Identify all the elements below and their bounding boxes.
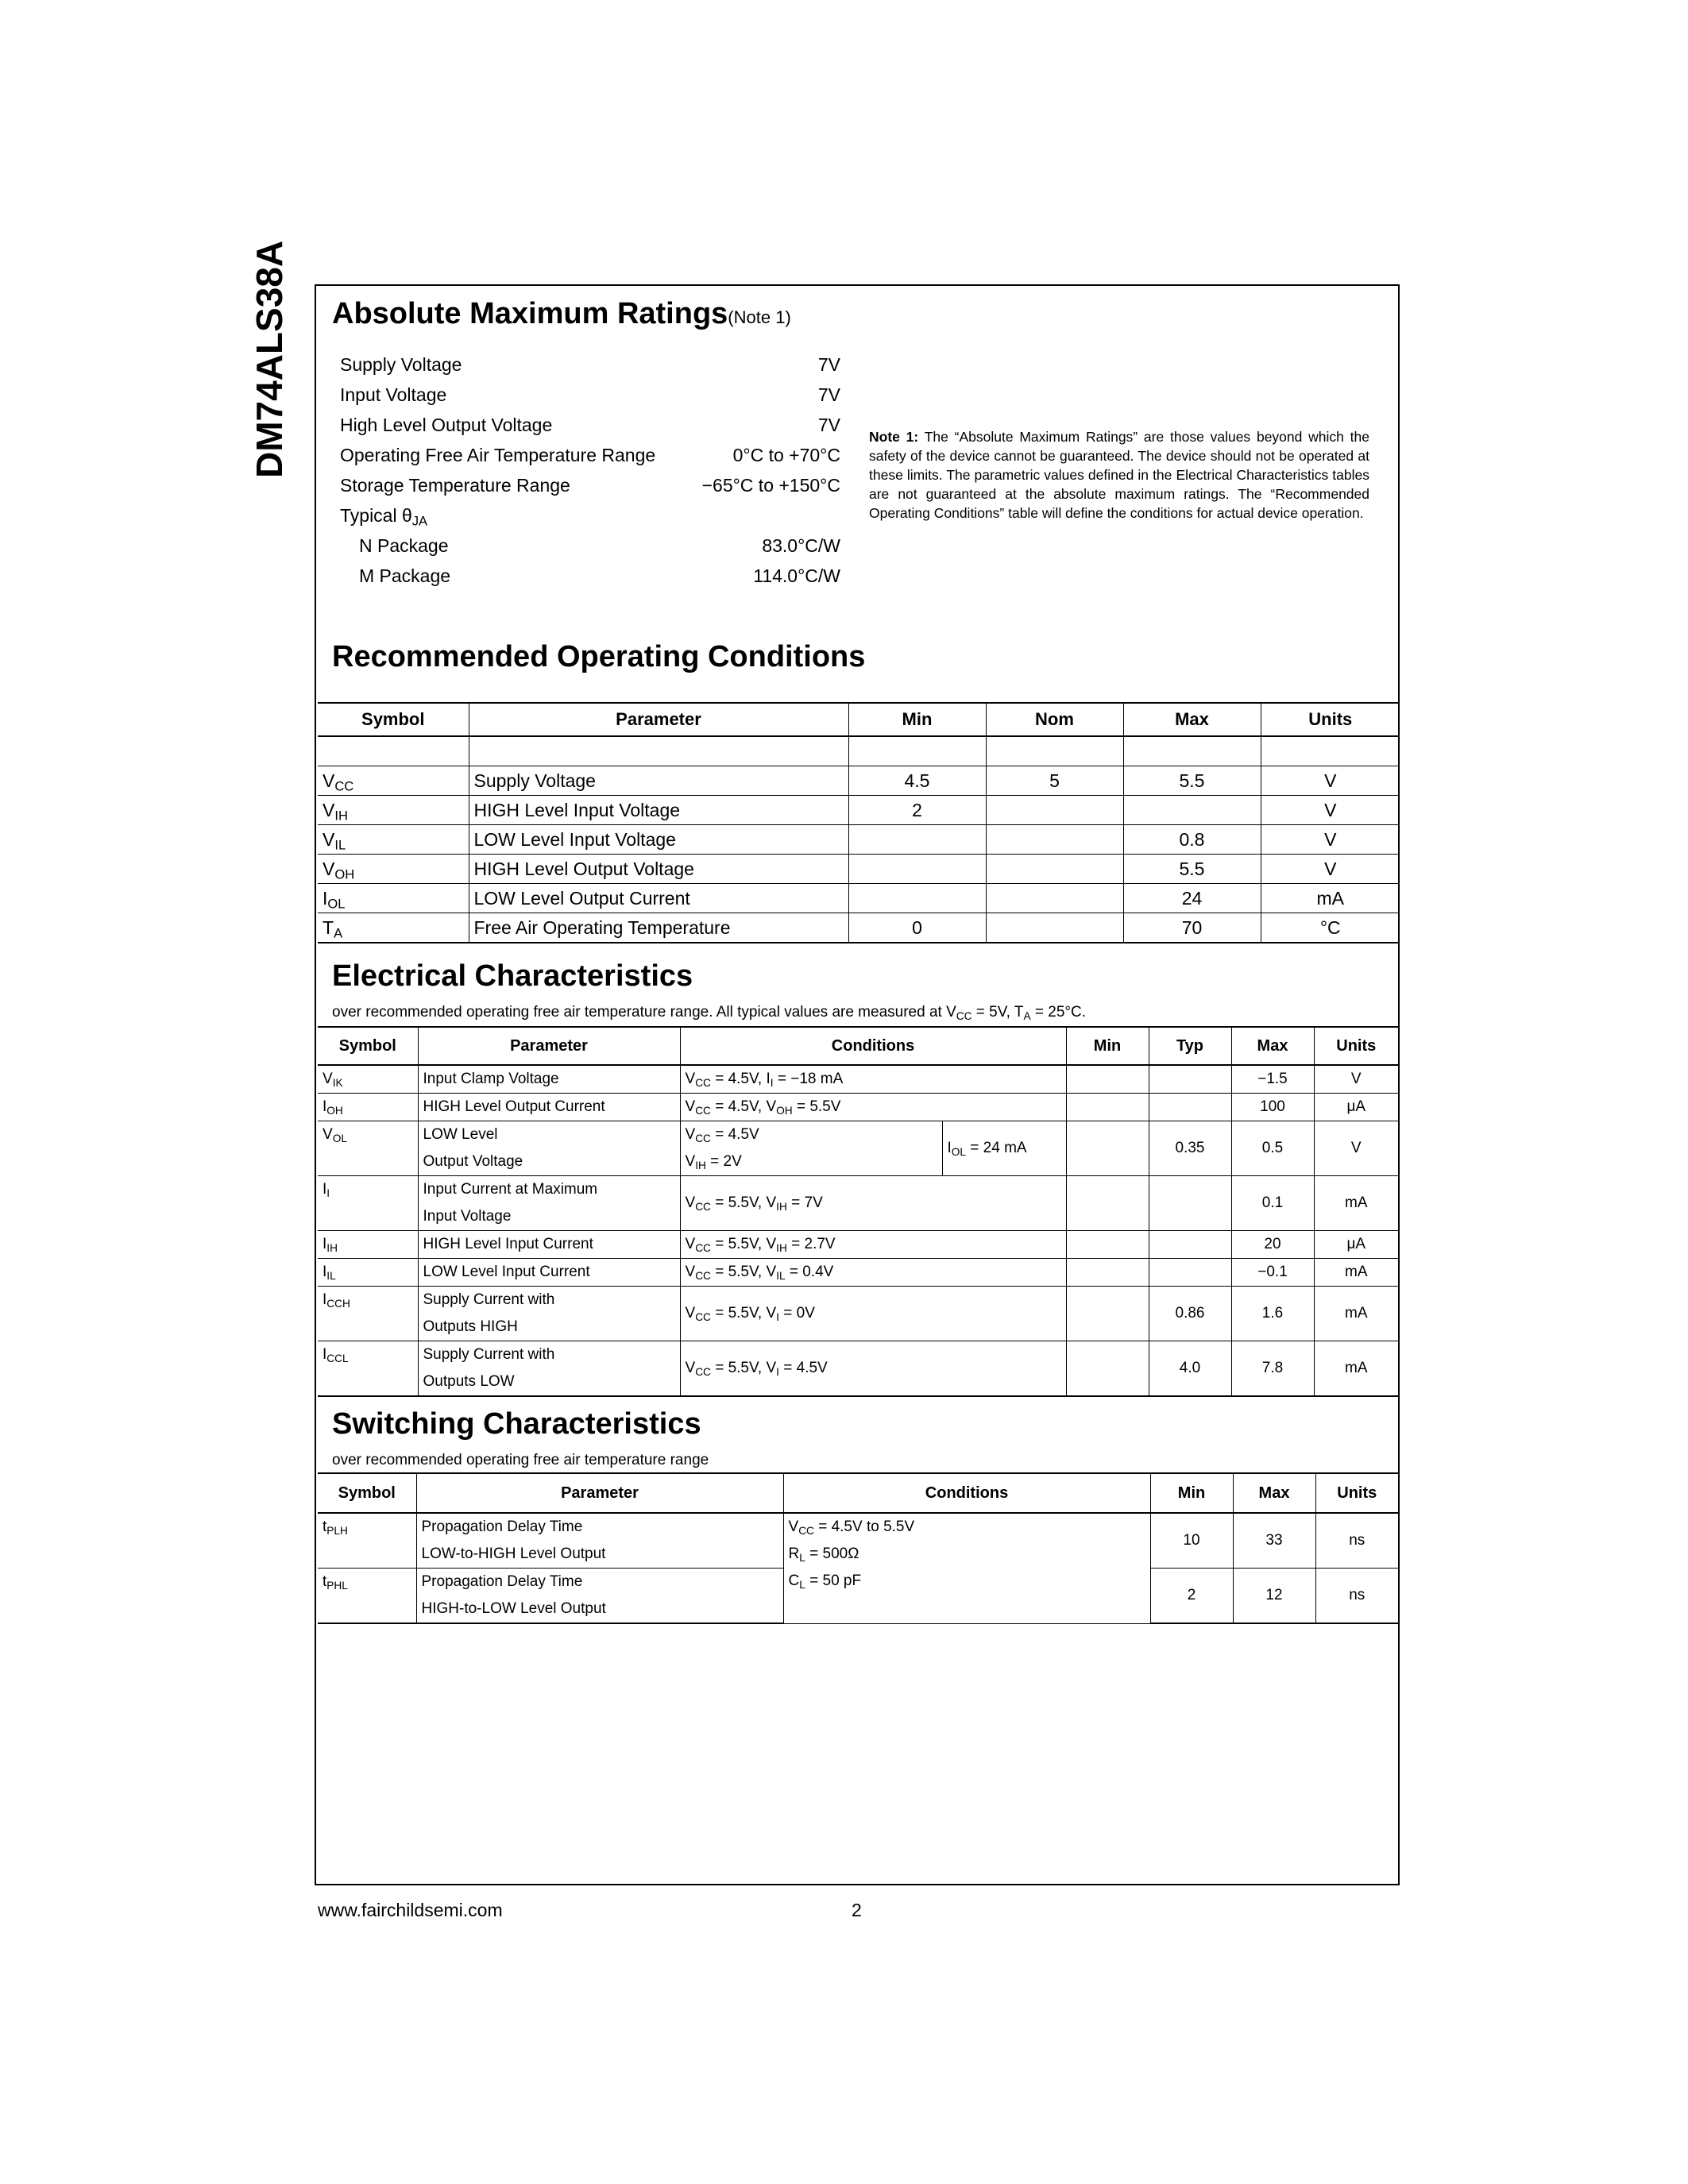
ec-units: mA	[1314, 1259, 1398, 1287]
table-row	[318, 913, 1400, 943]
ec-header-typ: Typ	[1149, 1027, 1231, 1065]
note-1-text: The “Absolute Maximum Ratings” are those values beyond which the safety of the device cannot be guaranteed. The device should not be operated at these limits. The parametric values defined in the Electrical Characteristics tables are not guaranteed at the absolute maximum ratings. The “Recommended Operating Conditions” table will define the conditions for actual device operation.	[869, 429, 1370, 521]
sc-header-row	[318, 1473, 1398, 1513]
ec-parameter: Supply Current with Outputs HIGH	[418, 1287, 680, 1341]
ec-conditions: $V_{CC} = 5.5V$, $V_I = 4.5V$	[680, 1341, 1066, 1397]
roc-parameter: HIGH Level Output Voltage	[469, 855, 848, 884]
sc-min: 10	[1150, 1513, 1233, 1569]
ec-caption: over recommended operating free air temperature range. All typical values are measured at $V_{CC} = 5V$, $T_A = 25^\circ C$.	[332, 1004, 1086, 1022]
roc-nom	[986, 796, 1123, 825]
ec-symbol: $I_{CCH}$	[318, 1287, 418, 1341]
sc-parameter: Propagation Delay Time HIGH-to-LOW Level Output	[416, 1569, 783, 1624]
part-number-side-title: DM74ALS38A	[249, 240, 290, 478]
ec-conditions: $V_{CC} = 4.5V$, $V_{OH} = 5.5V$	[680, 1094, 1066, 1121]
ec-units: μA	[1314, 1094, 1398, 1121]
roc-nom: 5	[986, 766, 1123, 796]
ec-units: μA	[1314, 1231, 1398, 1259]
ec-title: Electrical Characteristics	[332, 959, 693, 993]
roc-header-min: Min	[848, 703, 986, 736]
ec-conditions: $V_{CC} = 5.5V$, $V_{IL} = 0.4V$	[680, 1259, 1066, 1287]
ec-conditions: $V_{CC} = 5.5V$, $V_I = 0V$	[680, 1287, 1066, 1341]
ec-table	[318, 1026, 1398, 1397]
roc-min	[848, 825, 986, 855]
amr-title	[332, 297, 791, 331]
roc-parameter: LOW Level Input Voltage	[469, 825, 848, 855]
roc-max: 70	[1123, 913, 1261, 943]
amr-value: 7V	[817, 384, 840, 405]
ec-typ	[1149, 1231, 1231, 1259]
ec-symbol: $V_{IK}$	[318, 1065, 418, 1094]
page-number: 2	[852, 1900, 862, 1920]
amr-label: Operating Free Air Temperature Range	[340, 445, 656, 465]
amr-value: 0°C to +70°C	[732, 445, 840, 465]
roc-min	[848, 855, 986, 884]
ec-header-min: Min	[1066, 1027, 1149, 1065]
ec-units: mA	[1314, 1176, 1398, 1231]
sc-conditions: $V_{CC} = 4.5V$ to 5.5V $R_L = 500\Omega$ $C_L = 50$ pF	[783, 1513, 1150, 1623]
roc-units: °C	[1261, 913, 1400, 943]
roc-nom	[986, 884, 1123, 913]
amr-row-n-package	[340, 531, 840, 561]
roc-units: V	[1261, 855, 1400, 884]
table-row	[318, 1231, 1398, 1259]
ec-parameter: Supply Current with Outputs LOW	[418, 1341, 680, 1397]
roc-units: mA	[1261, 884, 1400, 913]
table-row	[318, 766, 1400, 796]
roc-parameter: LOW Level Output Current	[469, 884, 848, 913]
ec-min	[1066, 1231, 1149, 1259]
amr-value: 7V	[817, 415, 840, 435]
roc-symbol: $V_{IL}$	[318, 825, 469, 855]
amr-label: N Package	[359, 535, 449, 556]
ec-typ	[1149, 1065, 1231, 1094]
sc-parameter: Propagation Delay Time LOW-to-HIGH Level Output	[416, 1513, 783, 1569]
ec-max: 1.6	[1231, 1287, 1314, 1341]
table-row	[318, 1513, 1398, 1569]
ec-parameter: Input Current at Maximum Input Voltage	[418, 1176, 680, 1231]
ec-min	[1066, 1176, 1149, 1231]
ec-max: 7.8	[1231, 1341, 1314, 1397]
sc-table	[318, 1472, 1398, 1624]
ec-max: −1.5	[1231, 1065, 1314, 1094]
ec-symbol: $I_{IH}$	[318, 1231, 418, 1259]
amr-note-ref: (Note 1)	[728, 307, 791, 327]
ec-symbol: $I_{OH}$	[318, 1094, 418, 1121]
ec-parameter: LOW Level Output Voltage	[418, 1121, 680, 1176]
ec-typ: 4.0	[1149, 1341, 1231, 1397]
amr-value: 83.0°C/W	[762, 535, 840, 556]
table-row	[318, 1094, 1398, 1121]
ec-min	[1066, 1065, 1149, 1094]
table-row	[318, 1176, 1398, 1231]
ec-typ: 0.86	[1149, 1287, 1231, 1341]
ec-conditions-b: $I_{OL} = 24$ mA	[942, 1121, 1066, 1176]
roc-units: V	[1261, 796, 1400, 825]
roc-symbol: $V_{IH}$	[318, 796, 469, 825]
ec-conditions-a: $V_{CC} = 4.5V$ $V_{IH} = 2V$	[680, 1121, 942, 1176]
ec-conditions: $V_{CC} = 5.5V$, $V_{IH} = 7V$	[680, 1176, 1066, 1231]
sc-header-units: Units	[1315, 1473, 1398, 1513]
roc-max: 24	[1123, 884, 1261, 913]
table-row	[318, 855, 1400, 884]
theta-sub: JA	[411, 513, 428, 529]
amr-title-text: Absolute Maximum Ratings	[332, 297, 728, 330]
roc-symbol: $V_{CC}$	[318, 766, 469, 796]
ec-header-row	[318, 1027, 1398, 1065]
sc-max: 12	[1233, 1569, 1315, 1624]
amr-row-theta	[340, 500, 840, 531]
ec-symbol: $I_{CCL}$	[318, 1341, 418, 1397]
amr-label: Input Voltage	[340, 384, 447, 405]
sc-header-parameter: Parameter	[416, 1473, 783, 1513]
roc-header-parameter: Parameter	[469, 703, 848, 736]
roc-nom	[986, 825, 1123, 855]
roc-symbol: $T_A$	[318, 913, 469, 943]
roc-min	[848, 884, 986, 913]
roc-max: 5.5	[1123, 766, 1261, 796]
amr-label: Supply Voltage	[340, 354, 462, 375]
ec-parameter: HIGH Level Output Current	[418, 1094, 680, 1121]
ec-symbol: $I_{IL}$	[318, 1259, 418, 1287]
roc-units: V	[1261, 766, 1400, 796]
footer-url: www.fairchildsemi.com	[318, 1900, 503, 1920]
ec-max: 20	[1231, 1231, 1314, 1259]
roc-parameter: Supply Voltage	[469, 766, 848, 796]
roc-spacer-row	[318, 736, 1400, 766]
ec-header-parameter: Parameter	[418, 1027, 680, 1065]
sc-symbol: $t_{PHL}$	[318, 1569, 416, 1624]
ec-units: mA	[1314, 1341, 1398, 1397]
table-row	[318, 1287, 1398, 1341]
amr-row-input	[340, 380, 840, 410]
sc-header-conditions: Conditions	[783, 1473, 1150, 1513]
table-row	[318, 1121, 1398, 1176]
roc-symbol: $I_{OL}$	[318, 884, 469, 913]
ec-units: V	[1314, 1121, 1398, 1176]
amr-row-supply	[340, 349, 840, 380]
ec-header-conditions: Conditions	[680, 1027, 1066, 1065]
ec-parameter: HIGH Level Input Current	[418, 1231, 680, 1259]
ec-units: mA	[1314, 1287, 1398, 1341]
sc-header-symbol: Symbol	[318, 1473, 416, 1513]
theta-label: Typical θ	[340, 505, 412, 526]
amr-row-storage-temp	[340, 470, 840, 500]
ec-symbol: $V_{OL}$	[318, 1121, 418, 1176]
ec-units: V	[1314, 1065, 1398, 1094]
note-1	[869, 427, 1369, 523]
sc-symbol: $t_{PLH}$	[318, 1513, 416, 1569]
sc-caption: over recommended operating free air temperature range	[332, 1452, 709, 1468]
roc-header-max: Max	[1123, 703, 1261, 736]
amr-label: M Package	[359, 565, 451, 586]
sc-header-max: Max	[1233, 1473, 1315, 1513]
amr-label: Storage Temperature Range	[340, 475, 570, 496]
roc-max: 0.8	[1123, 825, 1261, 855]
ec-header-symbol: Symbol	[318, 1027, 418, 1065]
roc-units: V	[1261, 825, 1400, 855]
roc-min: 4.5	[848, 766, 986, 796]
sc-min: 2	[1150, 1569, 1233, 1624]
ec-conditions: $V_{CC} = 4.5V$, $I_I = -18$ mA	[680, 1065, 1066, 1094]
sc-units: ns	[1315, 1513, 1398, 1569]
ec-header-max: Max	[1231, 1027, 1314, 1065]
roc-nom	[986, 855, 1123, 884]
ec-min	[1066, 1121, 1149, 1176]
ec-typ	[1149, 1094, 1231, 1121]
sc-header-min: Min	[1150, 1473, 1233, 1513]
roc-title: Recommended Operating Conditions	[332, 640, 866, 673]
ec-typ	[1149, 1259, 1231, 1287]
ec-max: −0.1	[1231, 1259, 1314, 1287]
roc-symbol: $V_{OH}$	[318, 855, 469, 884]
ec-symbol: $I_I$	[318, 1176, 418, 1231]
sc-title: Switching Characteristics	[332, 1407, 701, 1441]
ec-conditions: $V_{CC} = 5.5V$, $V_{IH} = 2.7V$	[680, 1231, 1066, 1259]
roc-table	[318, 702, 1400, 943]
amr-label	[340, 500, 427, 531]
ec-header-units: Units	[1314, 1027, 1398, 1065]
ec-min	[1066, 1259, 1149, 1287]
roc-parameter: Free Air Operating Temperature	[469, 913, 848, 943]
amr-value: 114.0°C/W	[753, 565, 840, 586]
amr-row-op-temp	[340, 440, 840, 470]
table-row	[318, 825, 1400, 855]
ec-max: 0.1	[1231, 1176, 1314, 1231]
ec-min	[1066, 1341, 1149, 1397]
table-row	[318, 1259, 1398, 1287]
table-row	[318, 1065, 1398, 1094]
roc-nom	[986, 913, 1123, 943]
table-row	[318, 884, 1400, 913]
ec-parameter: LOW Level Input Current	[418, 1259, 680, 1287]
amr-value: −65°C to +150°C	[701, 475, 840, 496]
roc-min: 2	[848, 796, 986, 825]
roc-header-nom: Nom	[986, 703, 1123, 736]
roc-max: 5.5	[1123, 855, 1261, 884]
ec-max: 0.5	[1231, 1121, 1314, 1176]
roc-header-units: Units	[1261, 703, 1400, 736]
ec-max: 100	[1231, 1094, 1314, 1121]
roc-min: 0	[848, 913, 986, 943]
ec-typ: 0.35	[1149, 1121, 1231, 1176]
amr-row-m-package	[340, 561, 840, 591]
roc-parameter: HIGH Level Input Voltage	[469, 796, 848, 825]
ec-min	[1066, 1287, 1149, 1341]
ec-parameter: Input Clamp Voltage	[418, 1065, 680, 1094]
table-row	[318, 1341, 1398, 1397]
roc-max	[1123, 796, 1261, 825]
roc-header-row	[318, 703, 1400, 736]
amr-label: High Level Output Voltage	[340, 415, 553, 435]
amr-value: 7V	[817, 354, 840, 375]
sc-units: ns	[1315, 1569, 1398, 1624]
ec-min	[1066, 1094, 1149, 1121]
amr-row-output	[340, 410, 840, 440]
roc-header-symbol: Symbol	[318, 703, 469, 736]
note-1-label: Note 1:	[869, 429, 919, 445]
ec-typ	[1149, 1176, 1231, 1231]
sc-max: 33	[1233, 1513, 1315, 1569]
table-row	[318, 796, 1400, 825]
